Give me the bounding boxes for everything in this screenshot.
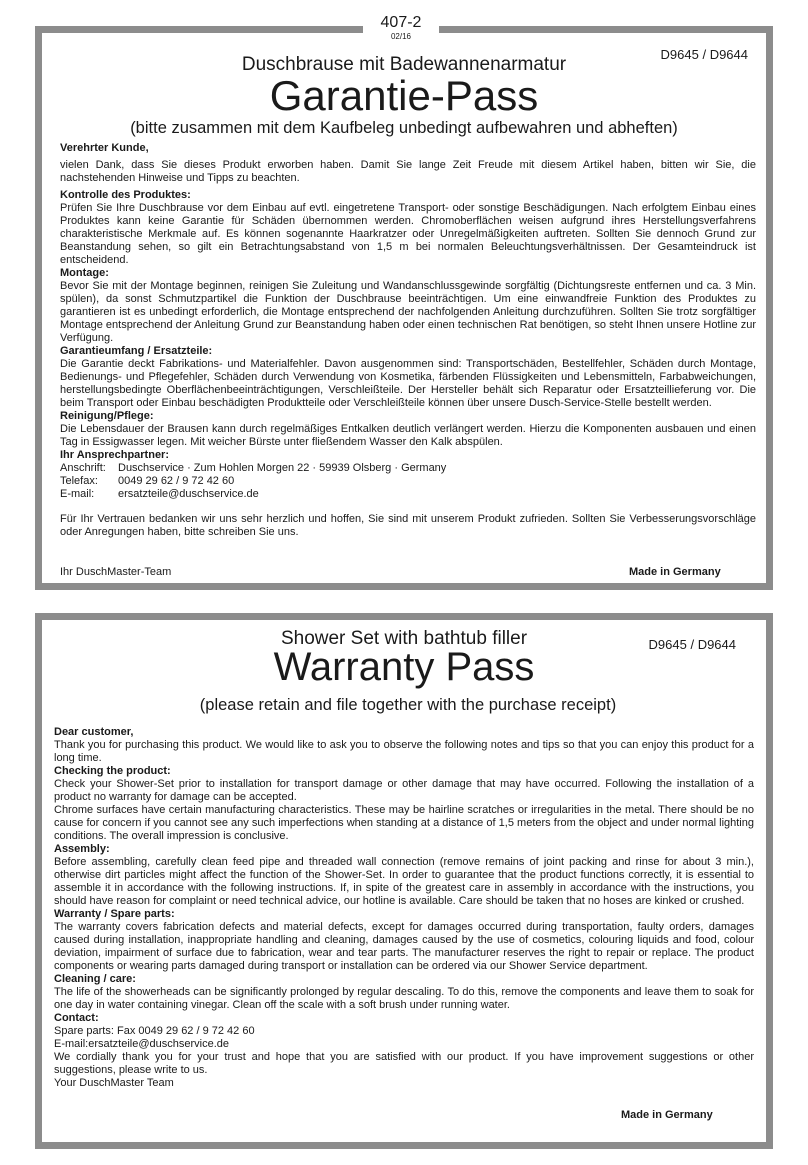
german-body — [60, 142, 756, 539]
signature: Your DuschMaster Team — [54, 1077, 174, 1089]
contact-address: Anschrift: Duschservice · Zum Hohlen Morgen 22 · 59939 Olsberg · Germany — [60, 462, 447, 474]
model-number: D9645 / D9644 — [648, 637, 736, 652]
greeting: Verehrter Kunde, — [60, 142, 149, 154]
check-text-2: Chrome surfaces have certain manufacturing characteristics. These may be hairline scratches or irregularities in the metal. There should be no cause for concern if you cannot see any such imperfections when standing at a distance of 1,5 meters from the object and under normal lighting conditions. The overall impression is conclusive. — [54, 804, 754, 842]
warranty-heading: Warranty / Spare parts: — [54, 908, 175, 920]
english-warranty-card — [35, 613, 773, 1149]
cleaning-text: Die Lebensdauer der Brausen kann durch regelmäßiges Entkalken deutlich verlängert werden. Hierzu die Komponenten ausbauen und einen Tag in Essigwasser legen. Mit weicher Bürste unter fließendem Wasser den Kalk abspülen. — [60, 423, 756, 448]
contact-email: E-mail:ersatzteile@duschservice.de — [54, 1038, 230, 1050]
product-subtitle: Duschbrause mit Badewannenarmatur — [241, 54, 567, 75]
made-in-label: Made in Germany — [629, 566, 721, 578]
closing-text: We cordially thank you for your trust and hope that you are satisfied with our product. If you have improvement suggestions or other suggestions, please write to us. — [54, 1051, 754, 1076]
warranty-heading: Garantieumfang / Ersatzteile: — [60, 345, 213, 357]
contact-heading: Ihr Ansprechpartner: — [60, 449, 170, 461]
warranty-text: Die Garantie deckt Fabrikations- und Materialfehler. Davon ausgenommen sind: Transportschäden, Bestellfehler, Schäden durch Montage, Bedienungs- und Pflegefehler, Schäden durch Verwendung von Kosmetika, färbenden Flüssigkeiten und Lebensmitteln, Farbabweichungen, herstellungsbedingte Oberflächenbeeinträchtigungen, Verschleißteile. Der Hersteller behält sich Reparatur oder Ersatzteillieferung vor. Die beim Transport oder Einbau beschädigten Produktteile oder Verschleißteile können über unsere Dusch-Service-Stelle bestellt werden. — [60, 358, 756, 409]
document-number: 407-2 — [380, 14, 422, 31]
contact-heading: Contact: — [54, 1012, 99, 1024]
closing-text: Für Ihr Vertrauen bedanken wir uns sehr herzlich und hoffen, Sie sind mit unserem Produkt zufrieden. Sollten Sie Verbesserungsvorschläge oder Anregungen haben, bitte schreiben Sie uns. — [60, 513, 756, 538]
contact-fax: Telefax: 0049 29 62 / 9 72 42 60 — [60, 475, 235, 487]
warranty-text: The warranty covers fabrication defects and material defects, except for damages occurred during transportation, faulty orders, damages caused during installation, inappropriate handling and cleaning, damages caused by the use of cosmetics, colouring liquids and food, colour deviation, impairment of surface due to fabrication, wear and tear parts. The manufacturer reserves the right to repair or replace. The product components or wearing parts damaged during transport or installation can be ordered via our Shower Service department. — [54, 921, 754, 972]
assembly-heading: Montage: — [60, 267, 109, 279]
check-text: Prüfen Sie Ihre Duschbrause vor dem Einbau auf evtl. eingetretene Transport- oder sonstige Beschädigungen. Nach erfolgtem Einbau eines Produktes kann keine Garantie für Schäden übernommen werden. Chromoberflächen weisen aufgrund ihres Herstellungsverfahrens charakteristische Merkmale auf. Es können sogenannte Haarkratzer oder Unregelmäßigkeiten auftreten. Sollten Sie dennoch Grund zur Beanstandung sehen, so gilt ein Betrachtungsabstand von 1,5 m bei normalen Beleuchtungsverhältnissen. Der Gesamteindruck ist entscheidend. — [60, 202, 756, 266]
document-number-tab — [363, 13, 439, 43]
check-text: Check your Shower-Set prior to installation for transport damage or other damage that may have occurred. Following the installation of a product no warranty for damage can be accepted. — [54, 778, 754, 803]
document-date: 02/16 — [390, 32, 412, 41]
check-heading: Checking the product: — [54, 765, 171, 777]
retain-note: (please retain and file together with the purchase receipt) — [199, 696, 617, 714]
english-body — [54, 726, 754, 1090]
page-title: Warranty Pass — [273, 645, 535, 689]
greeting: Dear customer, — [54, 726, 134, 738]
contact-spare-parts: Spare parts: Fax 0049 29 62 / 9 72 42 60 — [54, 1025, 255, 1037]
assembly-heading: Assembly: — [54, 843, 110, 855]
intro-text: vielen Dank, dass Sie dieses Produkt erworben haben. Damit Sie lange Zeit Freude mit diesem Artikel haben, bitten wir Sie, die nachstehenden Hinweise und Tipps zu beachten. — [60, 159, 756, 184]
cleaning-heading: Cleaning / care: — [54, 973, 136, 985]
model-number: D9645 / D9644 — [660, 47, 748, 62]
retain-note: (bitte zusammen mit dem Kaufbeleg unbedingt aufbewahren und abheften) — [130, 119, 678, 137]
check-heading: Kontrolle des Produktes: — [60, 189, 191, 201]
cleaning-text: The life of the showerheads can be significantly prolonged by regular descaling. To do this, remove the components and leave them to soak for one day in water containing vinegar. Clean off the scale with a soft brush under running water. — [54, 986, 754, 1011]
signature: Ihr DuschMaster-Team — [60, 566, 172, 578]
product-subtitle: Shower Set with bathtub filler — [280, 628, 528, 649]
contact-email: E-mail: ersatzteile@duschservice.de — [60, 488, 259, 500]
assembly-text: Before assembling, carefully clean feed pipe and threaded wall connection (remove remains of joint packing and rinse for about 3 min.), otherwise dirt particles might affect the function of the Shower-Set. In order to guarantee that the product functions correctly, it is essential to assemble it in accordance with the following instructions. If, in spite of the greatest care in assembly in accordance with the instructions, you should have reason for complaint or need technical advice, our hotline is available. Care should be taken that no hoses are kinked or crushed. — [54, 856, 754, 907]
made-in-label: Made in Germany — [621, 1109, 713, 1121]
intro-text: Thank you for purchasing this product. We would like to ask you to observe the following notes and tips so that you can enjoy this product for a long time. — [54, 739, 754, 764]
assembly-text: Bevor Sie mit der Montage beginnen, reinigen Sie Zuleitung und Wandanschlussgewinde sorgfältig (Dichtungsreste entfernen und ca. 3 Min. spülen), da sonst Schmutzpartikel die Funktion der Duschbrause beeinträchtigen. Um eine einwandfreie Funktion des Produktes zu garantieren ist es unbedingt erforderlich, die Montage entsprechend der nachfolgenden Anleitung durchzuführen. Sollten Sie trotz sorgfältiger Montage entsprechend der Anleitung Grund zur Beanstandung haben oder einen technischen Rat benötigen, so steht Ihnen unsere Hotline zur Verfügung. — [60, 280, 756, 344]
page-title: Garantie-Pass — [269, 72, 539, 119]
german-warranty-card — [35, 26, 773, 590]
cleaning-heading: Reinigung/Pflege: — [60, 410, 154, 422]
